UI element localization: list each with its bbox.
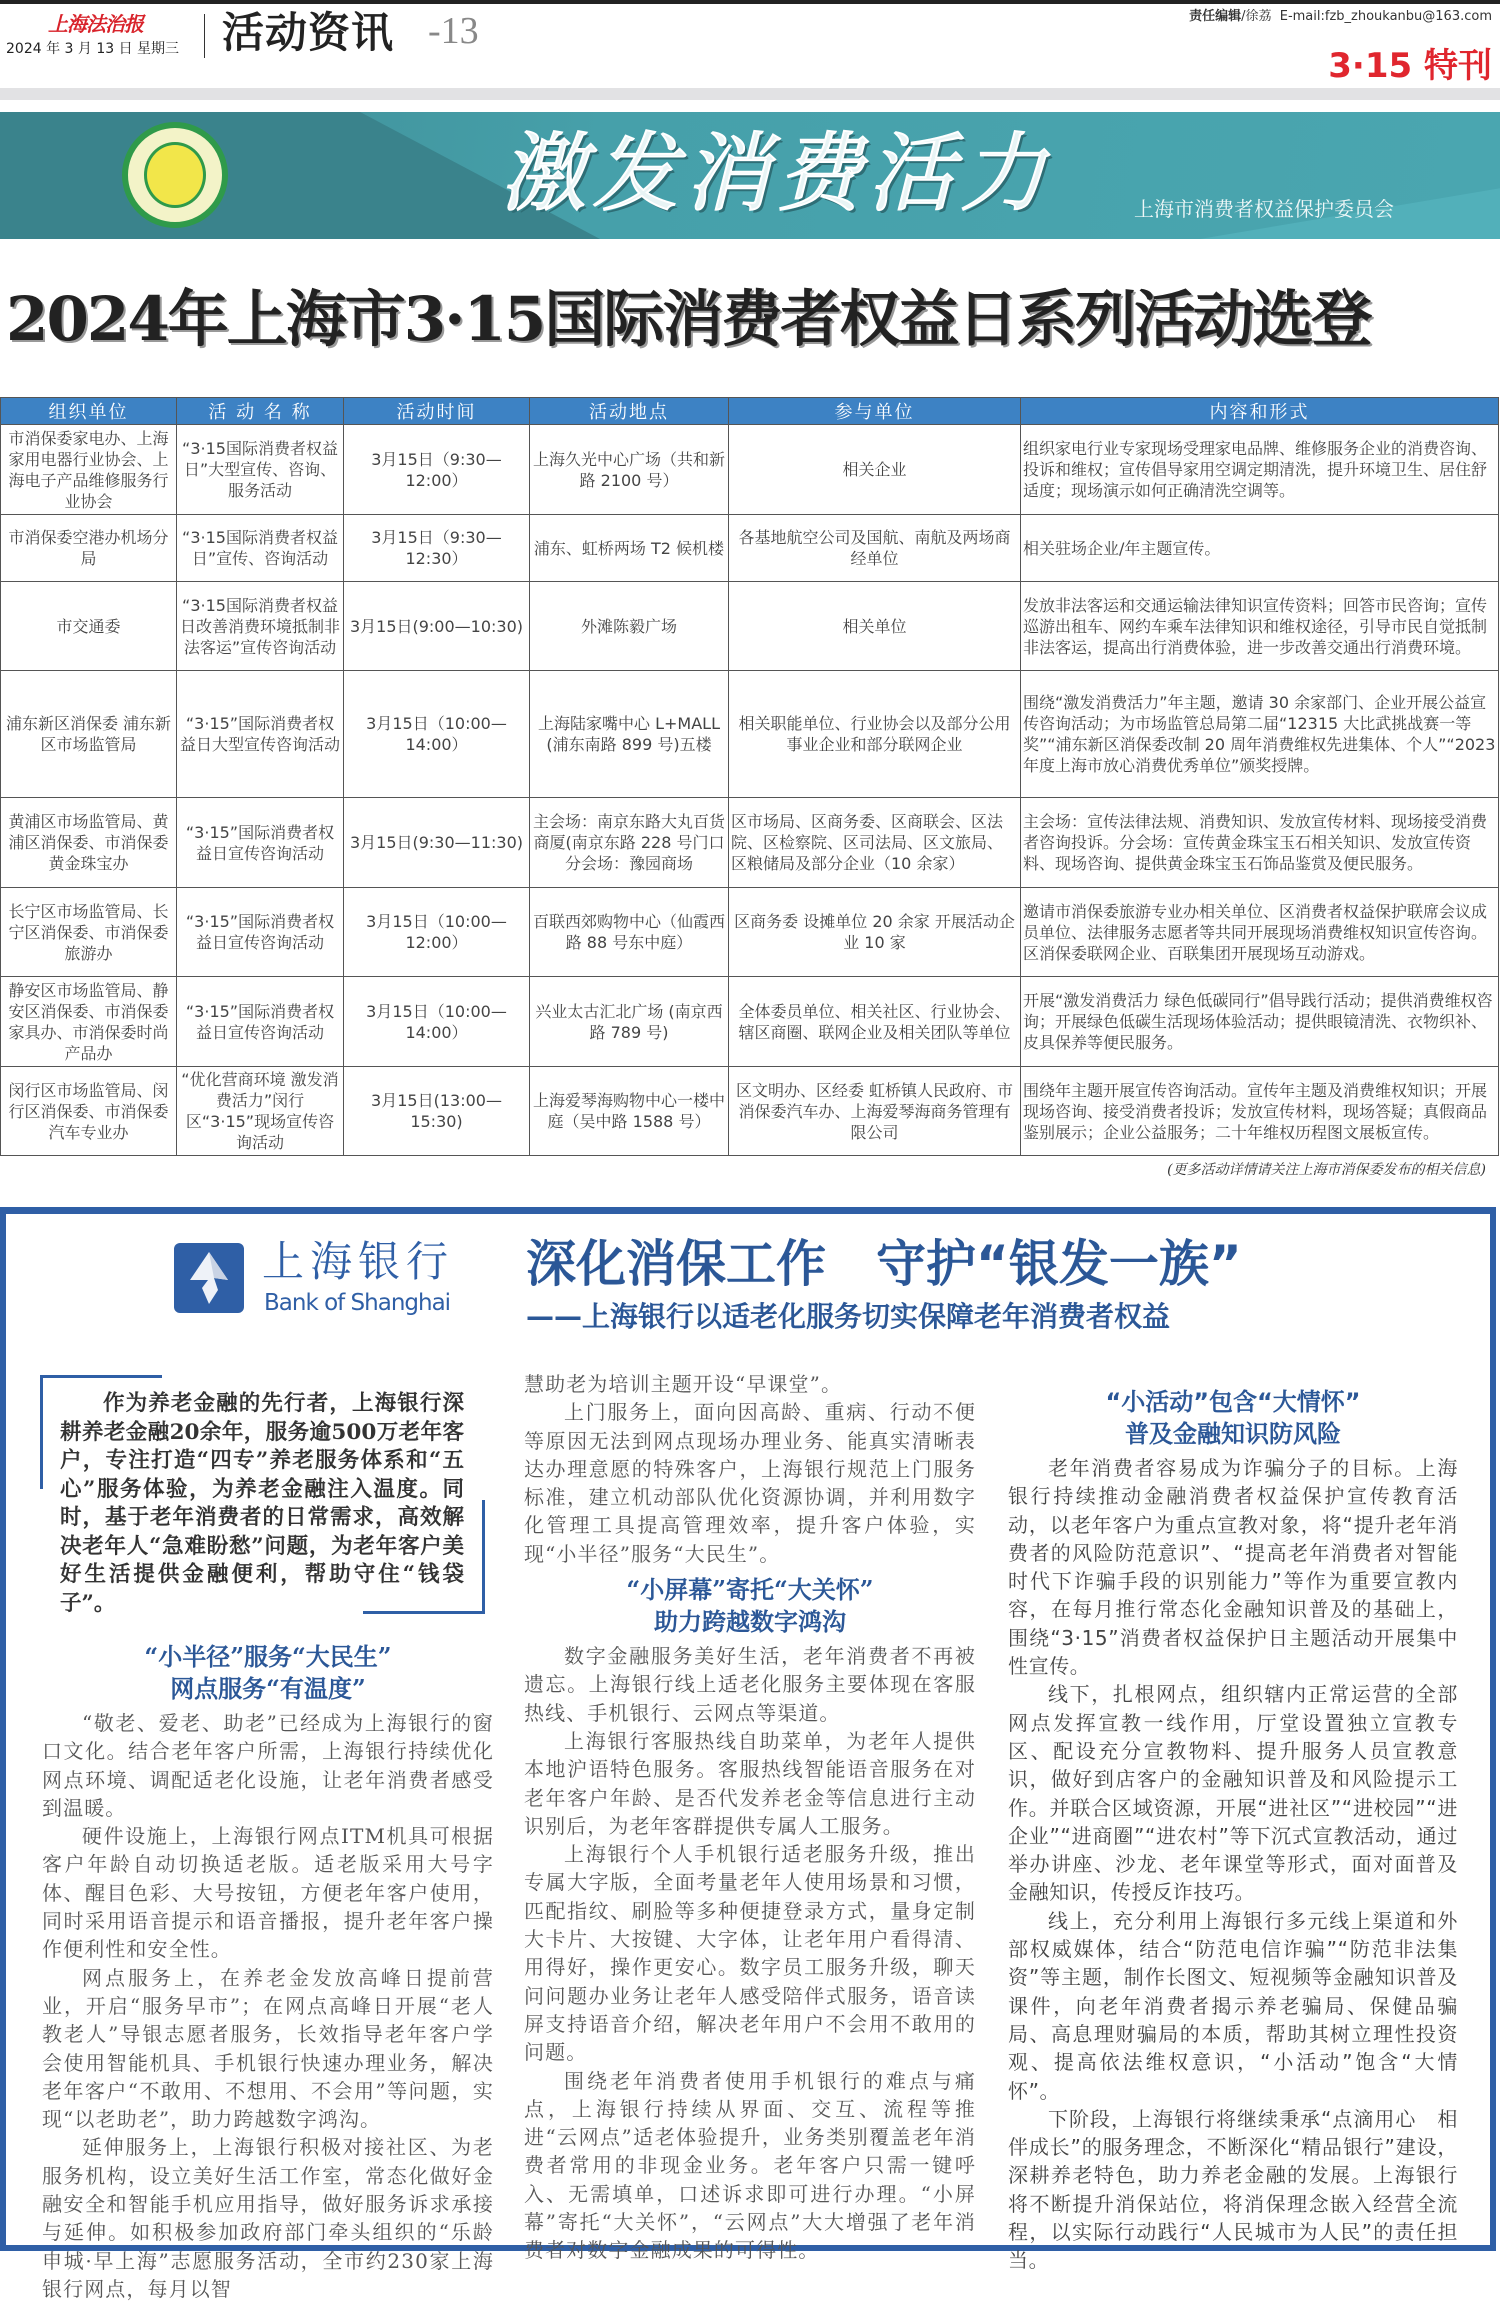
table-cell: 百联西郊购物中心（仙霞西路 88 号东中庭）	[530, 888, 729, 977]
header-divider	[204, 14, 205, 58]
table-cell: 3月15日（10:00—14:00）	[344, 671, 530, 798]
section-subheading	[524, 1574, 976, 1638]
table-cell: 3月15日（10:00—14:00）	[344, 977, 530, 1067]
table-cell: 黄浦区市场监管局、黄浦区消保委、市消保委黄金珠宝办	[1, 798, 177, 888]
table-cell: “3·15国际消费者权益日”宣传、咨询活动	[177, 515, 344, 582]
globe-icon	[144, 142, 206, 208]
intro-bracket	[482, 1500, 485, 1614]
table-cell: “3·15”国际消费者权益日宣传咨询活动	[177, 977, 344, 1067]
table-footnote: (更多活动详情请关注上海市消保委发布的相关信息)	[1167, 1162, 1486, 1178]
events-table	[0, 397, 1499, 1156]
table-cell: “3·15”国际消费者权益日大型宣传咨询活动	[177, 671, 344, 798]
editor-credit	[1189, 8, 1492, 26]
article-paragraph: 老年消费者容易成为诈骗分子的目标。上海银行持续推动金融消费者权益保护宣传教育活动，以老年客户为重点宣教对象，将“提升老年消费者的风险防范意识”、“提高老年消费者对智能时代下诈骗手段的识别能力”等作为重要宣教内容，在每月推行常态化金融知识普及的基础上，围绕“3·15”消费者权益保护日主题活动开展集中性宣传。	[1008, 1456, 1458, 1679]
table-row	[1, 977, 1499, 1067]
table-row	[1, 671, 1499, 798]
publication-date: 2024 年 3 月 13 日 星期三	[6, 41, 180, 57]
subheading-line: “小半径”服务“大民生”	[144, 1642, 392, 1671]
table-cell: 3月15日（9:30—12:30）	[344, 515, 530, 582]
table-cell: 组织家电行业专家现场受理家电品牌、维修服务企业的消费咨询、投诉和维权；宣传倡导家用空调定期清洗，提升环境卫生、居住舒适度；现场演示如何正确清洗空调等。	[1021, 425, 1499, 515]
table-cell: “3·15国际消费者权益日”大型宣传、咨询、服务活动	[177, 425, 344, 515]
table-cell: 兴业太古汇北广场 (南京西路 789 号)	[530, 977, 729, 1067]
table-cell: 长宁区市场监管局、长宁区消保委、市消保委旅游办	[1, 888, 177, 977]
table-row	[1, 798, 1499, 888]
table-cell: “优化营商环境 激发消费活力”闵行区“3·15”现场宣传咨询活动	[177, 1067, 344, 1156]
table-cell: 浦东新区消保委 浦东新区市场监管局	[1, 671, 177, 798]
article-paragraph: 上海银行个人手机银行适老服务升级，推出专属大字版，全面考量老年人使用场景和习惯，匹配指纹、刷脸等多种便捷登录方式，量身定制大卡片、大按键、大字体，让老年用户看得清、用得好，操作更安心。数字员工服务升级，聊天问问题办业务让老年人感受陪伴式服务，语音读屏支持语音介绍，解决老年用户不会用不敢用的问题。	[524, 1842, 976, 2065]
table-cell: 3月15日(9:00—10:30)	[344, 582, 530, 671]
banner-title: 激发消费活力	[500, 124, 1052, 224]
section-subheading	[1008, 1386, 1458, 1450]
table-cell: 外滩陈毅广场	[530, 582, 729, 671]
table-cell: 3月15日(9:30—11:30)	[344, 798, 530, 888]
bank-name-chinese: 上海银行	[262, 1237, 455, 1286]
article-column-1	[42, 1635, 494, 2303]
page-headline: 2024年上海市3·15国际消费者权益日系列活动选登	[6, 284, 1371, 355]
table-cell: 主会场：南京东路大丸百货商厦(南京东路 228 号门口 分会场：豫园商场	[530, 798, 729, 888]
top-rule	[0, 0, 1500, 4]
article-paragraph: 数字金融服务美好生活，老年消费者不再被遗忘。上海银行线上适老化服务主要体现在客服热线、手机银行、云网点等渠道。	[524, 1644, 976, 1725]
newspaper-logo: 上海法治报	[48, 12, 143, 36]
events-table-section	[0, 397, 1498, 1180]
table-cell: 市消保委家电办、上海家用电器行业协会、上海电子产品维修服务行业协会	[1, 425, 177, 515]
table-cell: 闵行区市场监管局、闵行区消保委、市消保委汽车专业办	[1, 1067, 177, 1156]
table-row	[1, 582, 1499, 671]
article-paragraph: 围绕老年消费者使用手机银行的难点与痛点，上海银行持续从界面、交互、流程等推进“云网点”适老体验提升，业务类别覆盖老年消费者常用的非现金业务。老年客户只需一键呼入、无需填单，口述诉求即可进行办理。“小屏幕”寄托“大关怀”，“云网点”大大增强了老年消费者对数字金融成果的可得性。	[524, 2068, 976, 2263]
column-header: 组织单位	[1, 398, 177, 425]
section-title: 活动资讯	[222, 8, 395, 57]
article-intro: 作为养老金融的先行者，上海银行深耕养老金融20余年，服务逾500万老年客户，专注打造“四专”养老服务体系和“五心”服务体验，为养老金融注入温度。同时，基于老年消费者的日常需求，高效解决老年人“急难盼愁”问题，为老年客户美好生活提供金融便利，帮助守住“钱袋子”。	[60, 1391, 464, 1616]
table-row	[1, 425, 1499, 515]
intro-bracket	[40, 1375, 43, 1489]
page-number: -13	[428, 10, 479, 52]
table-row	[1, 888, 1499, 977]
header-band	[0, 88, 1500, 100]
bank-of-shanghai-logo-icon	[174, 1243, 244, 1313]
table-cell: 围绕年主题开展宣传咨询活动。宣传年主题及消费维权知识；开展现场咨询、接受消费者投诉；发放宣传材料，现场答疑；真假商品鉴别展示；企业公益服务；二十年维权历程图文展板宣传。	[1021, 1067, 1499, 1156]
table-cell: 相关职能单位、行业协会以及部分公用事业企业和部分联网企业	[729, 671, 1021, 798]
table-row	[1, 515, 1499, 582]
table-cell: 各基地航空公司及国航、南航及两场商经单位	[729, 515, 1021, 582]
subheading-line: 普及金融知识防风险	[1125, 1420, 1341, 1448]
table-cell: 市消保委空港办机场分局	[1, 515, 177, 582]
table-cell: 市交通委	[1, 582, 177, 671]
column-header: 活动时间	[344, 398, 530, 425]
table-header-row	[1, 398, 1499, 425]
table-cell: 上海久光中心广场（共和新路 2100 号）	[530, 425, 729, 515]
table-cell: 浦东、虹桥两场 T2 候机楼	[530, 515, 729, 582]
subheading-line: 助力跨越数字鸿沟	[654, 1607, 846, 1637]
table-cell: 3月15日(13:00—15:30)	[344, 1067, 530, 1156]
article-paragraph: 线下，扎根网点，组织辖内正常运营的全部网点发挥宣教一线作用，厅堂设置独立宣教专区、配设充分宣教物料、提升服务人员宣教意识，做好到店客户的金融知识普及和风险提示工作。并联合区域资源，开展“进社区”“进校园”“进企业”“进商圈”“进农村”等下沉式宣教活动，通过举办讲座、沙龙、老年课堂等形式，面对面普及金融知识，传授反诈技巧。	[1008, 1682, 1458, 1905]
column-header: 活 动 名 称	[177, 398, 344, 425]
table-cell: 区文明办、区经委 虹桥镇人民政府、市消保委汽车办、上海爱琴海商务管理有限公司	[729, 1067, 1021, 1156]
table-cell: 静安区市场监管局、静安区消保委、市消保委家具办、市消保委时尚产品办	[1, 977, 177, 1067]
bank-name-english: Bank of Shanghai	[264, 1290, 451, 1316]
column-header: 参与单位	[729, 398, 1021, 425]
article-paragraph: 线上，充分利用上海银行多元线上渠道和外部权威媒体，结合“防范电信诈骗”“防范非法集资”等主题，制作长图文、短视频等金融知识普及课件，向老年消费者揭示养老骗局、保健品骗局、高息理财骗局的本质，帮助其树立理性投资观、提高依法维权意识，“小活动”饱含“大情怀”。	[1008, 1908, 1458, 2103]
table-cell: 邀请市消保委旅游专业办相关单位、区消费者权益保护联席会议成员单位、法律服务志愿者等共同开展现场消费维权知识宣传咨询。区消保委联网企业、百联集团开展现场互动游戏。	[1021, 888, 1499, 977]
article-paragraph: 下阶段，上海银行将继续秉承“点滴用心 相伴成长”的服务理念，不断深化“精品银行”建设，深耕养老特色，助力养老金融的发展。上海银行将不断提升消保站位，将消保理念嵌入经营全流程，以实际行动践行“人民城市为人民”的责任担当。	[1008, 2106, 1458, 2273]
table-cell: 3月15日（9:30—12:00）	[344, 425, 530, 515]
subheading-line: 网点服务“有温度”	[170, 1674, 366, 1703]
editor-label: 责任编辑	[1189, 9, 1242, 24]
banner-organization: 上海市消费者权益保护委员会	[1134, 197, 1394, 221]
table-cell: 全体委员单位、相关社区、行业协会、辖区商圈、联网企业及相关团队等单位	[729, 977, 1021, 1067]
theme-banner	[0, 112, 1500, 239]
table-cell: 相关驻场企业/年主题宣传。	[1021, 515, 1499, 582]
table-cell: 3月15日（10:00—12:00）	[344, 888, 530, 977]
article-paragraph: 硬件设施上，上海银行网点ITM机具可根据客户年龄自动切换适老版。适老版采用大号字体、醒目色彩、大号按钮，方便老年客户使用，同时采用语音提示和语音播报，提升老年客户操作便利性和安全性。	[42, 1824, 494, 1962]
article-paragraph: 上海银行客服热线自助菜单，为老年人提供本地沪语特色服务。客服热线智能语音服务在对老年客户年龄、是否代发养老金等信息进行主动识别后，为老年客群提供专属人工服务。	[524, 1728, 976, 1838]
table-cell: 开展“激发消费活力 绿色低碳同行”倡导践行活动；提供消费维权咨询；开展绿色低碳生活现场体验活动；提供眼镜清洗、衣物织补、皮具保养等便民服务。	[1021, 977, 1499, 1067]
article-column-2	[524, 1370, 976, 2265]
article-paragraph: 延伸服务上，上海银行积极对接社区、为老服务机构，设立美好生活工作室，常态化做好金融安全和智能手机应用指导，做好服务诉求承接与延伸。如积极参加政府部门牵头组织的“乐龄申城·早上海”志愿服务活动，全市约230家上海银行网点，每月以智	[42, 2135, 494, 2301]
subheading-line: “小屏幕”寄托“大关怀”	[626, 1575, 874, 1605]
section-subheading	[42, 1641, 494, 1705]
column-header: 活动地点	[530, 398, 729, 425]
table-cell: 围绕“激发消费活力”年主题，邀请 30 余家部门、企业开展公益宣传咨询活动；为市场监管总局第二届“12315 大比武挑战赛一等奖”“浦东新区消保委改制 20 周年消费维权先进集体、个人”“2023 年度上海市放心消费优秀单位”颁奖授牌。	[1021, 671, 1499, 798]
column-header: 内容和形式	[1021, 398, 1499, 425]
subheading-line: “小活动”包含“大情怀”	[1105, 1388, 1361, 1416]
article-paragraph: 慧助老为培训主题开设“早课堂”。	[524, 1372, 843, 1396]
table-cell: 相关企业	[729, 425, 1021, 515]
editor-email: E-mail:fzb_zhoukanbu@163.com	[1279, 9, 1492, 24]
table-cell: “3·15”国际消费者权益日宣传咨询活动	[177, 798, 344, 888]
table-cell: 上海陆家嘴中心 L+MALL (浦东南路 899 号)五楼	[530, 671, 729, 798]
consumer-council-logo-icon	[122, 122, 228, 228]
special-issue-label: 3·15 特刊	[1328, 46, 1492, 86]
article-paragraph: 网点服务上，在养老金发放高峰日提前营业，开启“服务早市”；在网点高峰日开展“老人教老人”导银志愿者服务，长效指导老年客户学会使用智能机具、手机银行快速办理业务，解决老年客户“不敢用、不想用、不会用”等问题，实现“以老助老”，助力跨越数字鸿沟。	[42, 1965, 494, 2132]
article-subtitle: ——上海银行以适老化服务切实保障老年消费者权益	[526, 1300, 1171, 1333]
table-cell: 上海爱琴海购物中心一楼中庭（吴中路 1588 号）	[530, 1067, 729, 1156]
article-paragraph: 上门服务上，面向因高龄、重病、行动不便等原因无法到网点现场办理业务、能真实清晰表达办理意愿的特殊客户，上海银行规范上门服务标准，建立机动部队优化资源协调，并利用数字化管理工具提高管理效率，提升客户体验，实现“小半径”服务“大民生”。	[524, 1400, 976, 1566]
editor-name: /徐荔	[1241, 9, 1272, 24]
table-cell: 相关单位	[729, 582, 1021, 671]
table-row	[1, 1067, 1499, 1156]
article-title: 深化消保工作 守护“银发一族”	[526, 1235, 1242, 1293]
intro-bracket	[40, 1375, 162, 1378]
table-cell: “3·15”国际消费者权益日宣传咨询活动	[177, 888, 344, 977]
article-paragraph: “敬老、爱老、助老”已经成为上海银行的窗口文化。结合老年客户所需，上海银行持续优化网点环境、调配适老化设施，让老年消费者感受到温暖。	[42, 1711, 494, 1820]
article-column-3	[1008, 1380, 1458, 2275]
table-cell: 区市场局、区商务委、区商联会、区法院、区检察院、区司法局、区文旅局、区粮储局及部分企业（10 余家）	[729, 798, 1021, 888]
table-cell: 区商务委 设摊单位 20 余家 开展活动企业 10 家	[729, 888, 1021, 977]
table-cell: “3·15国际消费者权益日改善消费环境抵制非法客运”宣传咨询活动	[177, 582, 344, 671]
table-cell: 发放非法客运和交通运输法律知识宣传资料；回答市民咨询；宣传巡游出租车、网约车乘车法律知识和维权途径，引导市民自觉抵制非法客运，提高出行消费体验，进一步改善交通出行消费环境。	[1021, 582, 1499, 671]
table-cell: 主会场：宣传法律法规、消费知识、发放宣传材料、现场接受消费者咨询投诉。分会场：宣传黄金珠宝玉石相关知识、发放宣传资料、现场咨询、提供黄金珠宝玉石饰品鉴赏及便民服务。	[1021, 798, 1499, 888]
